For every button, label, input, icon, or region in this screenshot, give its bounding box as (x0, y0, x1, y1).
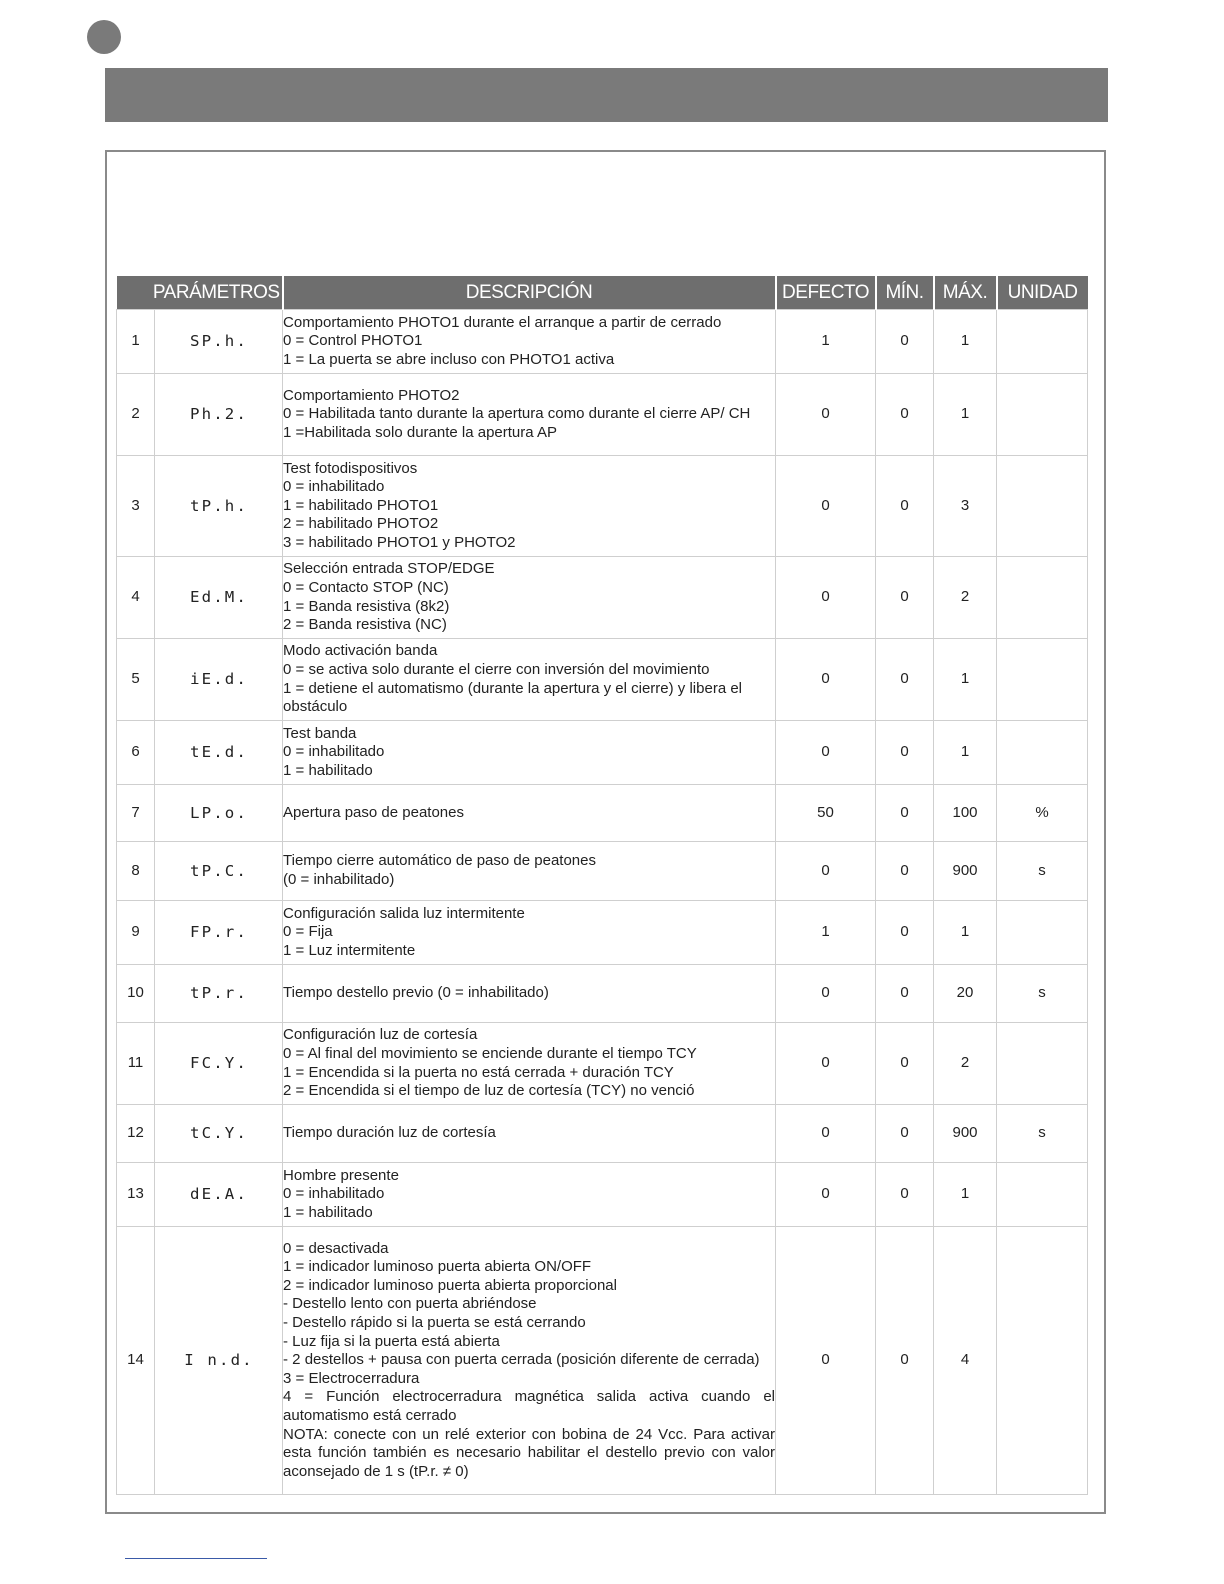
table-row (117, 1105, 1088, 1163)
max-value: 900 (934, 1105, 997, 1163)
description-line: Test banda (283, 724, 357, 742)
parameter-code: tP.C. (151, 842, 285, 901)
parameter-description (283, 310, 776, 374)
description-line: 1 = habilitado (283, 1203, 373, 1221)
header-default: DEFECTO (776, 276, 876, 310)
table-header-row (117, 276, 1088, 310)
parameter-code: Ed.M. (151, 557, 285, 639)
parameter-code: iE.d. (151, 639, 285, 721)
max-value: 1 (934, 721, 997, 785)
description-line: Selección entrada STOP/EDGE (283, 560, 495, 578)
parameter-description (283, 456, 776, 557)
parameter-code: tC.Y. (151, 1105, 285, 1163)
unit-value (997, 1163, 1088, 1227)
default-value: 0 (776, 1163, 876, 1227)
min-value: 0 (876, 374, 934, 456)
header-parameters: PARÁMETROS (117, 276, 283, 310)
description-line: 1 = Encendida si la puerta no está cerrada + duración TCY (283, 1063, 674, 1081)
unit-value (997, 456, 1088, 557)
description-line: - Luz fija si la puerta está abierta (283, 1332, 500, 1350)
description-line: 1 = Luz intermitente (283, 941, 416, 959)
description-line: 3 = habilitado PHOTO1 y PHOTO2 (283, 533, 516, 551)
table-row (117, 842, 1088, 901)
description-line: 4 = Función electrocerradura magnética salida activa cuando el automatismo está cerrado (283, 1388, 776, 1424)
table-body (117, 310, 1088, 1495)
description-line: Configuración luz de cortesía (283, 1026, 478, 1044)
description-line: 0 = Contacto STOP (NC) (283, 578, 449, 596)
description-line: Configuración salida luz intermitente (283, 904, 525, 922)
table-row (117, 557, 1088, 639)
parameter-description (283, 1105, 776, 1163)
default-value: 0 (776, 374, 876, 456)
default-value: 0 (776, 639, 876, 721)
parameter-description (283, 1227, 776, 1495)
parameter-code: LP.o. (151, 785, 285, 842)
default-value: 0 (776, 965, 876, 1023)
parameter-description (283, 785, 776, 842)
default-value: 0 (776, 721, 876, 785)
default-value: 50 (776, 785, 876, 842)
table-row (117, 785, 1088, 842)
description-line: 0 = inhabilitado (283, 743, 385, 761)
header-unit: UNIDAD (997, 276, 1088, 310)
row-number: 10 (117, 965, 155, 1023)
page-marker-dot (87, 20, 121, 54)
description-line: 0 = Control PHOTO1 (283, 332, 423, 350)
table-row (117, 639, 1088, 721)
min-value: 0 (876, 557, 934, 639)
parameter-description (283, 639, 776, 721)
default-value: 1 (776, 310, 876, 374)
row-number: 5 (117, 639, 155, 721)
max-value: 3 (934, 456, 997, 557)
unit-value (997, 1023, 1088, 1105)
parameter-description (283, 1163, 776, 1227)
description-line: Test fotodispositivos (283, 459, 418, 477)
parameters-table (116, 276, 1088, 1495)
parameter-code: tP.h. (151, 456, 285, 557)
row-number: 8 (117, 842, 155, 901)
parameter-code: FP.r. (151, 901, 285, 965)
table-row (117, 1023, 1088, 1105)
parameter-description (283, 901, 776, 965)
max-value: 1 (934, 1163, 997, 1227)
default-value: 0 (776, 842, 876, 901)
description-line: 0 = se activa solo durante el cierre con inversión del movimiento (283, 660, 710, 678)
description-line: - Destello lento con puerta abriéndose (283, 1295, 537, 1313)
unit-value: s (997, 965, 1088, 1023)
description-line: Apertura paso de peatones (283, 803, 464, 821)
min-value: 0 (876, 965, 934, 1023)
max-value: 2 (934, 1023, 997, 1105)
description-line: 1 = detiene el automatismo (durante la apertura y el cierre) y libera el obstáculo (283, 679, 743, 716)
row-number: 6 (117, 721, 155, 785)
min-value: 0 (876, 1227, 934, 1495)
default-value: 0 (776, 1023, 876, 1105)
description-line: 0 = Al final del movimiento se enciende durante el tiempo TCY (283, 1044, 697, 1062)
description-line: 0 = Habilitada tanto durante la apertura como durante el cierre AP/ CH (283, 405, 751, 423)
max-value: 2 (934, 557, 997, 639)
description-line: Tiempo cierre automático de paso de peatones (283, 852, 596, 870)
table-row (117, 721, 1088, 785)
row-number: 13 (117, 1163, 155, 1227)
min-value: 0 (876, 785, 934, 842)
description-line: 2 = indicador luminoso puerta abierta proporcional (283, 1276, 617, 1294)
description-line: Tiempo duración luz de cortesía (283, 1124, 496, 1142)
table-row (117, 965, 1088, 1023)
default-value: 0 (776, 1227, 876, 1495)
max-value: 1 (934, 639, 997, 721)
max-value: 4 (934, 1227, 997, 1495)
section-header-bar (105, 68, 1108, 122)
parameter-code: tE.d. (151, 721, 285, 785)
unit-value: s (997, 1105, 1088, 1163)
description-line: (0 = inhabilitado) (283, 871, 395, 888)
unit-value: % (997, 785, 1088, 842)
header-max: MÁX. (934, 276, 997, 310)
parameter-description (283, 557, 776, 639)
max-value: 1 (934, 901, 997, 965)
table-row (117, 374, 1088, 456)
table-row (117, 901, 1088, 965)
row-number: 4 (117, 557, 155, 639)
unit-value (997, 721, 1088, 785)
min-value: 0 (876, 639, 934, 721)
default-value: 1 (776, 901, 876, 965)
default-value: 0 (776, 1105, 876, 1163)
min-value: 0 (876, 1105, 934, 1163)
parameter-code: dE.A. (151, 1163, 285, 1227)
table-row (117, 1163, 1088, 1227)
footer-rule (125, 1558, 267, 1559)
description-line: 1 = La puerta se abre incluso con PHOTO1 activa (283, 350, 615, 368)
min-value: 0 (876, 310, 934, 374)
unit-value (997, 557, 1088, 639)
parameter-code: Ph.2. (151, 374, 285, 456)
description-line: 3 = Electrocerradura (283, 1369, 420, 1387)
parameter-code: I n.d. (151, 1227, 285, 1495)
description-line: Modo activación banda (283, 642, 438, 660)
table-row (117, 1227, 1088, 1495)
description-line: 1 = Banda resistiva (8k2) (283, 597, 450, 615)
description-line: 0 = Fija (283, 923, 333, 941)
parameter-code: SP.h. (151, 310, 285, 374)
parameter-description (283, 965, 776, 1023)
parameter-description (283, 374, 776, 456)
table-row (117, 310, 1088, 374)
row-number: 7 (117, 785, 155, 842)
description-line: 0 = desactivada (283, 1239, 389, 1257)
description-line: 1 =Habilitada solo durante la apertura AP (283, 423, 557, 441)
description-line: 2 = Banda resistiva (NC) (283, 616, 447, 634)
parameter-description (283, 842, 776, 901)
parameter-code: FC.Y. (151, 1023, 285, 1105)
description-line: 0 = inhabilitado (283, 1185, 385, 1203)
header-description: DESCRIPCIÓN (283, 276, 776, 310)
max-value: 1 (934, 374, 997, 456)
parameter-code: tP.r. (151, 965, 285, 1023)
max-value: 1 (934, 310, 997, 374)
description-line: Tiempo destello previo (0 = inhabilitado) (283, 984, 549, 1002)
description-line: - Destello rápido si la puerta se está cerrando (283, 1314, 586, 1332)
description-line: Comportamiento PHOTO1 durante el arranque a partir de cerrado (283, 313, 722, 331)
description-line: 2 = Encendida si el tiempo de luz de cortesía (TCY) no venció (283, 1082, 695, 1100)
description-line: 0 = inhabilitado (283, 478, 385, 496)
default-value: 0 (776, 557, 876, 639)
row-number: 2 (117, 374, 155, 456)
unit-value (997, 1227, 1088, 1495)
description-line: 1 = habilitado (283, 761, 373, 779)
parameter-description (283, 1023, 776, 1105)
row-number: 14 (117, 1227, 155, 1495)
row-number: 1 (117, 310, 155, 374)
row-number: 12 (117, 1105, 155, 1163)
description-line: 1 = indicador luminoso puerta abierta ON/OFF (283, 1258, 592, 1276)
header-min: MÍN. (876, 276, 934, 310)
description-line: 2 = habilitado PHOTO2 (283, 515, 439, 533)
description-line: - 2 destellos + pausa con puerta cerrada (posición diferente de cerrada) (283, 1351, 760, 1369)
min-value: 0 (876, 721, 934, 785)
unit-value (997, 901, 1088, 965)
min-value: 0 (876, 842, 934, 901)
max-value: 20 (934, 965, 997, 1023)
max-value: 900 (934, 842, 997, 901)
unit-value (997, 639, 1088, 721)
min-value: 0 (876, 901, 934, 965)
row-number: 9 (117, 901, 155, 965)
row-number: 11 (117, 1023, 155, 1105)
default-value: 0 (776, 456, 876, 557)
unit-value (997, 374, 1088, 456)
description-line: Hombre presente (283, 1166, 399, 1184)
unit-value: s (997, 842, 1088, 901)
max-value: 100 (934, 785, 997, 842)
min-value: 0 (876, 1023, 934, 1105)
row-number: 3 (117, 456, 155, 557)
min-value: 0 (876, 1163, 934, 1227)
description-line: Comportamiento PHOTO2 (283, 386, 460, 404)
description-line: 1 = habilitado PHOTO1 (283, 496, 439, 514)
min-value: 0 (876, 456, 934, 557)
description-line: NOTA: conecte con un relé exterior con bobina de 24 Vcc. Para activar esta función también es necesario habilitar el destello previo con valor aconsejado de 1 s (tP.r. ≠ 0) (283, 1425, 776, 1480)
unit-value (997, 310, 1088, 374)
parameter-description (283, 721, 776, 785)
table-row (117, 456, 1088, 557)
